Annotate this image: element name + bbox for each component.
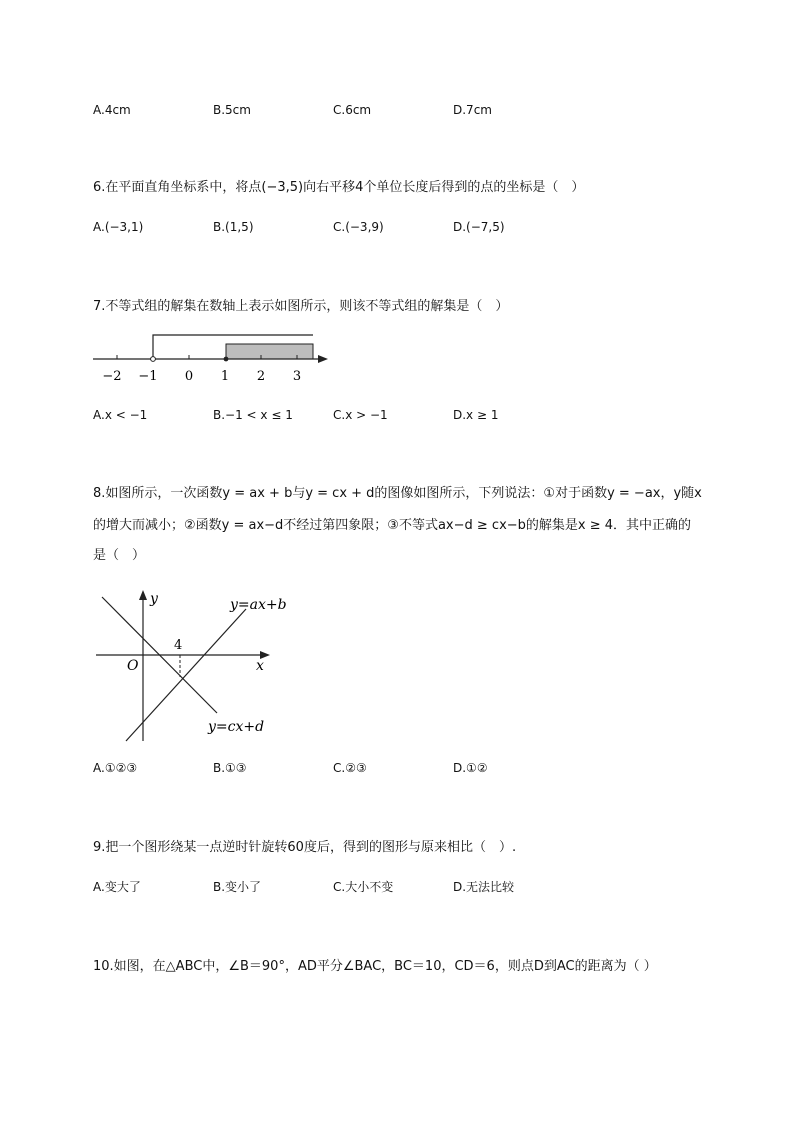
- q8-intersection-x-label: 4: [174, 638, 183, 653]
- q8-line2-label: y=cx+d: [208, 719, 265, 735]
- q10-stem: 10.如图，在△ABC中，∠B＝90°，AD平分∠BAC，BC＝10，CD＝6，则点D到AC的距离为（ ）: [93, 959, 657, 974]
- q7-option-a[interactable]: A.x < −1: [93, 408, 148, 422]
- q7-tick-label: −2: [102, 369, 122, 384]
- q9-option-a[interactable]: A.变大了: [93, 880, 141, 894]
- q7-shaded-region: [226, 344, 313, 359]
- q8-stem-line3: 是（ ）: [93, 548, 146, 563]
- q7-tick-label: 0: [184, 369, 194, 384]
- q8-stem-line1: 8.如图所示，一次函数y = ax + b与y = cx + d的图像如图所示，下列说法：①对于函数y = −ax，y随x: [93, 486, 702, 501]
- q7-tick-label: 3: [292, 369, 302, 384]
- q7-closed-point: [224, 357, 229, 362]
- q7-number-line: [90, 328, 340, 386]
- q7-option-c[interactable]: C.x > −1: [333, 408, 388, 422]
- q9-options: [93, 878, 713, 898]
- q9-option-b[interactable]: B.变小了: [213, 880, 262, 894]
- q6-options: [93, 220, 713, 240]
- q6-stem: 6.在平面直角坐标系中，将点(−3,5)向右平移4个单位长度后得到的点的坐标是（ ）: [93, 180, 585, 195]
- q7-axis-arrow: [318, 355, 328, 363]
- q5-options: [93, 103, 713, 123]
- q8-stem-line2: 的增大而减小；②函数y = ax−d不经过第四象限；③不等式ax−d ≥ cx−b的解集是x ≥ 4．其中正确的: [93, 518, 692, 533]
- q7-stem: 7.不等式组的解集在数轴上表示如图所示，则该不等式组的解集是（ ）: [93, 299, 509, 314]
- q6-option-a[interactable]: A.(−3,1): [93, 220, 144, 234]
- q8-x-label: x: [256, 658, 264, 674]
- q5-option-a[interactable]: A.4cm: [93, 103, 131, 117]
- q5-option-b[interactable]: B.5cm: [213, 103, 251, 117]
- q8-options: [93, 761, 713, 781]
- q8-y-axis-arrow: [139, 590, 147, 600]
- q7-options: [93, 408, 713, 428]
- q9-option-d[interactable]: D.无法比较: [453, 880, 515, 894]
- q7-open-point: [151, 357, 156, 362]
- q8-option-d[interactable]: D.①②: [453, 761, 488, 775]
- q5-option-d[interactable]: D.7cm: [453, 103, 492, 117]
- q8-option-b[interactable]: B.①③: [213, 761, 247, 775]
- q8-option-a[interactable]: A.①②③: [93, 761, 138, 775]
- q7-tick-label: 1: [220, 369, 230, 384]
- q8-y-label: y: [150, 591, 158, 607]
- q8-line1-label: y=ax+b: [230, 597, 287, 613]
- q7-option-b[interactable]: B.−1 < x ≤ 1: [213, 408, 293, 422]
- q7-tick-label: 2: [256, 369, 266, 384]
- q7-option-d[interactable]: D.x ≥ 1: [453, 408, 499, 422]
- q8-option-c[interactable]: C.②③: [333, 761, 367, 775]
- q6-option-c[interactable]: C.(−3,9): [333, 220, 384, 234]
- q8-function-graph: [92, 585, 292, 745]
- q6-option-d[interactable]: D.(−7,5): [453, 220, 505, 234]
- q8-origin-label: O: [127, 658, 139, 674]
- q5-option-c[interactable]: C.6cm: [333, 103, 372, 117]
- q9-stem: 9.把一个图形绕某一点逆时针旋转60度后，得到的图形与原来相比（ ）.: [93, 840, 517, 855]
- q6-option-b[interactable]: B.(1,5): [213, 220, 254, 234]
- q7-tick-label: −1: [138, 369, 158, 384]
- q9-option-c[interactable]: C.大小不变: [333, 880, 394, 894]
